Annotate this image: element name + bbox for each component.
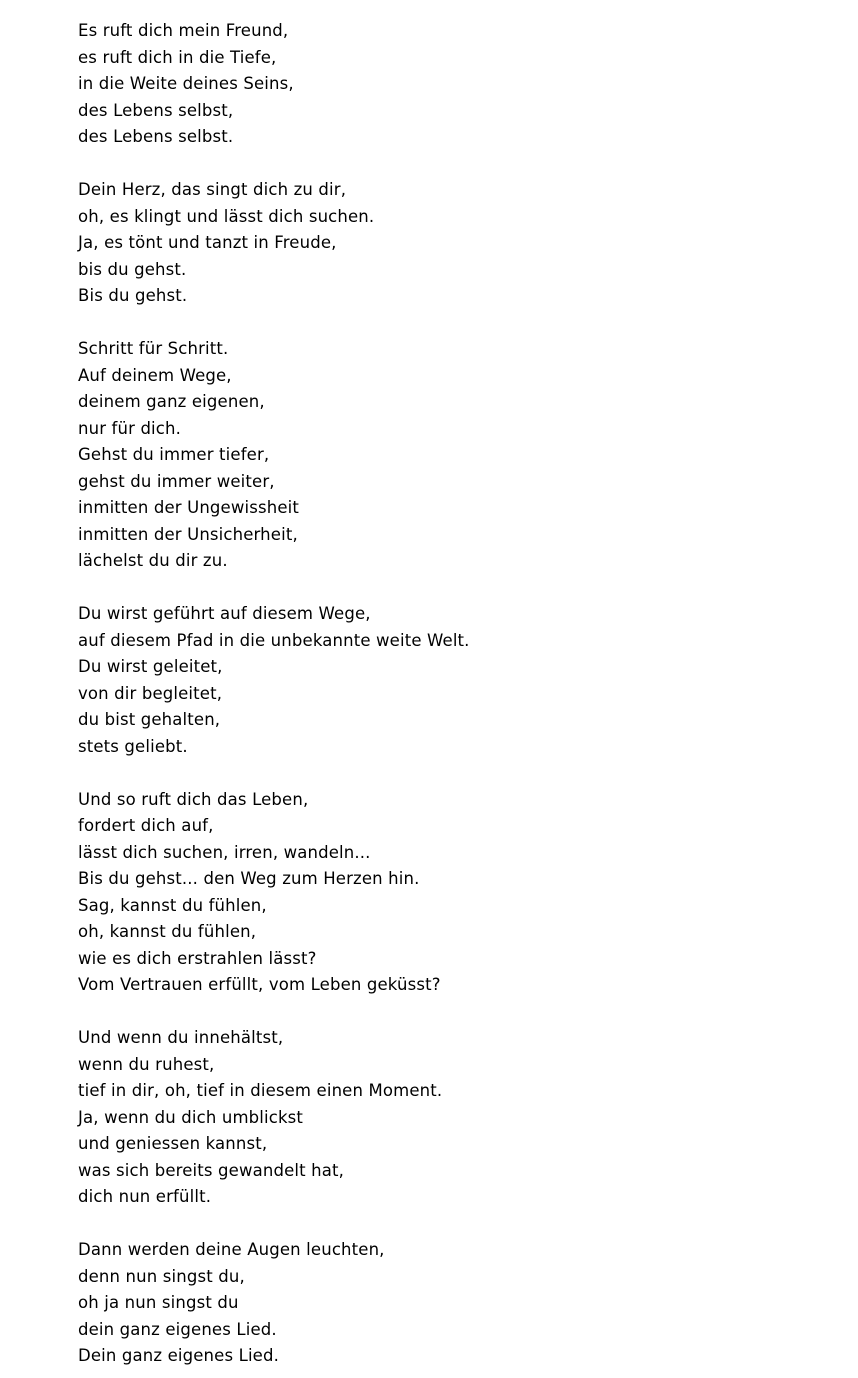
poem-line: dich nun erfüllt.: [78, 1187, 212, 1206]
poem-line: Ja, wenn du dich umblickst: [78, 1107, 304, 1127]
stanza-1: [78, 18, 818, 151]
poem-line: dein ganz eigenes Lied.: [78, 1319, 277, 1339]
poem-line: stets geliebt.: [78, 736, 188, 756]
poem-line: du bist gehalten,: [78, 710, 221, 729]
stanza-7: [78, 1237, 818, 1370]
poem-line: Bis du gehst.: [78, 286, 188, 305]
stanza-2: [78, 177, 818, 310]
stanza-6: [78, 1025, 818, 1211]
poem-line: Dein Herz, das singt dich zu dir,: [78, 180, 347, 199]
poem-line: des Lebens selbst,: [78, 100, 234, 120]
poem-line: Dein ganz eigenes Lied.: [78, 1346, 279, 1365]
poem-line: lässt dich suchen, irren, wandeln...: [78, 842, 371, 862]
poem-line: oh, es klingt und lässt dich suchen.: [78, 206, 375, 226]
poem-line: Und wenn du innehältst,: [78, 1028, 284, 1047]
poem-text: [78, 18, 818, 1370]
poem-line: nur für dich.: [78, 418, 182, 438]
poem-line: Ja, es tönt und tanzt in Freude,: [78, 233, 337, 252]
poem-line: Gehst du immer tiefer,: [78, 445, 270, 464]
poem-line: auf diesem Pfad in die unbekannte weite Welt.: [78, 630, 470, 650]
stanza-5: [78, 787, 818, 999]
poem-line: des Lebens selbst.: [78, 127, 234, 146]
stanza-3: [78, 336, 818, 575]
poem-line: bis du gehst.: [78, 259, 187, 279]
poem-line: Du wirst geführt auf diesem Wege,: [78, 604, 371, 623]
poem-line: tief in dir, oh, tief in diesem einen Moment.: [78, 1081, 443, 1100]
poem-line: Schritt für Schritt.: [78, 339, 229, 358]
poem-line: Du wirst geleitet,: [78, 657, 223, 676]
poem-line: fordert dich auf,: [78, 816, 214, 835]
poem-line: Und so ruft dich das Leben,: [78, 789, 309, 809]
poem-line: oh, kannst du fühlen,: [78, 922, 257, 941]
poem-line: Auf deinem Wege,: [78, 365, 232, 385]
poem-line: denn nun singst du,: [78, 1266, 245, 1286]
poem-line: Es ruft dich mein Freund,: [78, 21, 289, 40]
poem-line: was sich bereits gewandelt hat,: [78, 1160, 345, 1180]
poem-line: gehst du immer weiter,: [78, 471, 275, 491]
poem-line: wie es dich erstrahlen lässt?: [78, 948, 317, 968]
poem-line: inmitten der Unsicherheit,: [78, 524, 298, 544]
poem-line: deinem ganz eigenen,: [78, 392, 265, 411]
poem-line: lächelst du dir zu.: [78, 551, 228, 570]
poem-line: Bis du gehst... den Weg zum Herzen hin.: [78, 869, 420, 888]
poem-line: von dir begleitet,: [78, 683, 223, 703]
poem-line: Sag, kannst du fühlen,: [78, 895, 267, 915]
poem-line: inmitten der Ungewissheit: [78, 498, 299, 517]
poem-line: und geniessen kannst,: [78, 1134, 268, 1153]
poem-line: es ruft dich in die Tiefe,: [78, 47, 277, 67]
stanza-4: [78, 601, 818, 760]
poem-line: wenn du ruhest,: [78, 1054, 215, 1074]
poem-line: Dann werden deine Augen leuchten,: [78, 1240, 385, 1259]
poem-line: oh ja nun singst du: [78, 1293, 239, 1312]
poem-line: in die Weite deines Seins,: [78, 74, 294, 93]
poem-line: Vom Vertrauen erfüllt, vom Leben geküsst?: [78, 975, 441, 994]
